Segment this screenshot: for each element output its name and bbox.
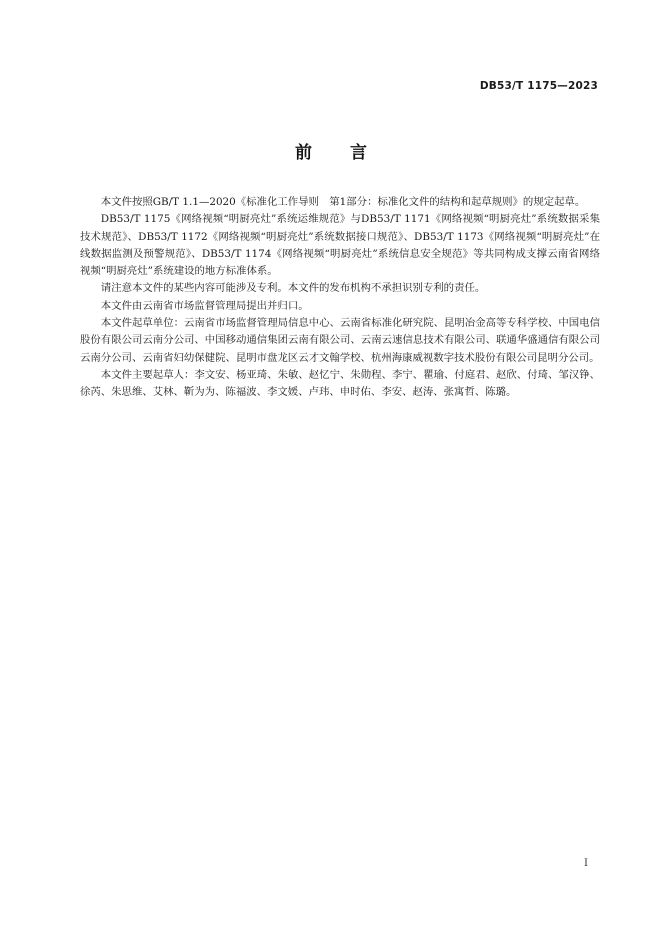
paragraph-standard-system: DB53/T 1175《网络视频“明厨亮灶”系统运维规范》与DB53/T 1171《网络视频“明厨亮灶”系统数据采集技术规范》、DB53/T 1172《网络视频“明厨亮灶”系统数据接口规范》、DB53/T 1173《网络视频“明厨亮灶”在线数据监测及预警规范》、DB53/T 1174《网络视频“明厨亮灶”系统信息安全规范》等共同构成支撑云南省网络视频“明厨亮灶”系统建设的地方标准体系。	[80, 213, 600, 278]
paragraph-drafting-rules: 本文件按照GB/T 1.1—2020《标准化工作导则 第1部分：标准化文件的结构和起草规则》的规定起草。	[100, 196, 586, 208]
standard-code: DB53/T 1175—2023	[479, 80, 598, 92]
page-title: 前言	[295, 143, 405, 163]
paragraph-drafters: 本文件主要起草人：李文安、杨亚琦、朱敏、赵忆宁、朱勋程、李宁、瞿瑜、付庭君、赵欣、付琦、邹汉铮、徐芮、朱思维、艾林、靳为为、陈福波、李文媛、卢玮、申时佑、李安、赵涛、张寓哲、陈璐。	[80, 368, 600, 399]
foreword-body	[80, 194, 600, 402]
paragraph-patent-notice: 请注意本文件的某些内容可能涉及专利。本文件的发布机构不承担识别专利的责任。	[100, 282, 486, 295]
paragraph-proposer: 本文件由云南省市场监督管理局提出并归口。	[100, 299, 309, 312]
paragraph-drafting-units: 本文件起草单位：云南省市场监督管理局信息中心、云南省标准化研究院、昆明冶金高等专科学校、中国电信股份有限公司云南分公司、中国移动通信集团云南有限公司、云南云速信息技术有限公司、联通华盛通信有限公司云南分公司、云南省妇幼保健院、昆明市盘龙区云才文翰学校、杭州海康威视数字技术股份有限公司昆明分公司。	[80, 317, 600, 364]
page-number: I	[584, 858, 588, 869]
